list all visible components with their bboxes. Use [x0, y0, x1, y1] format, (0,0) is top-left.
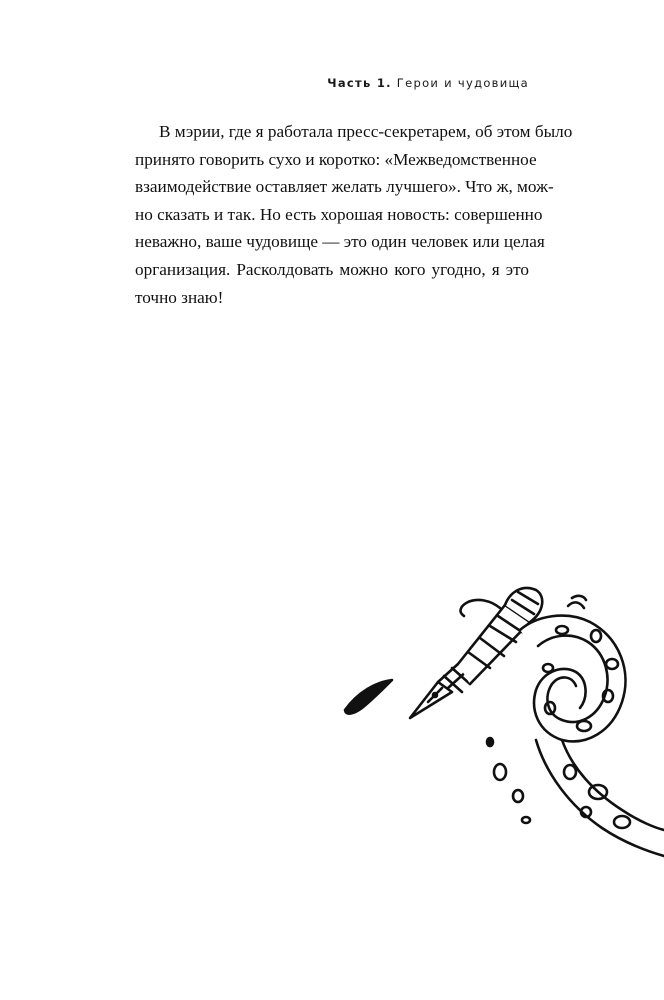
- running-head-chapter: Герои и чудовища: [396, 76, 529, 90]
- paragraph-line: точно знаю!: [135, 287, 224, 307]
- paragraph-line: взаимодействие оставляет желать лучшего». Что ж, мож-: [135, 177, 554, 197]
- paragraph-line: организация. Расколдовать можно кого угодно, я это: [135, 259, 529, 279]
- paragraph-line: но сказать и так. Но есть хорошая новость: совершенно: [135, 204, 543, 224]
- paragraph-line: неважно, ваше чудовище — это один человек или целая: [135, 232, 545, 252]
- body-paragraph: [135, 118, 573, 311]
- fountain-pen-serpent-icon: [340, 560, 664, 890]
- running-head-part: Часть 1.: [327, 76, 392, 90]
- paragraph-line: принято говорить сухо и коротко: «Межведомственное: [135, 149, 537, 169]
- running-head: [327, 76, 529, 90]
- paragraph-line: В мэрии, где я работала пресс-секретарем, об этом было: [159, 122, 573, 141]
